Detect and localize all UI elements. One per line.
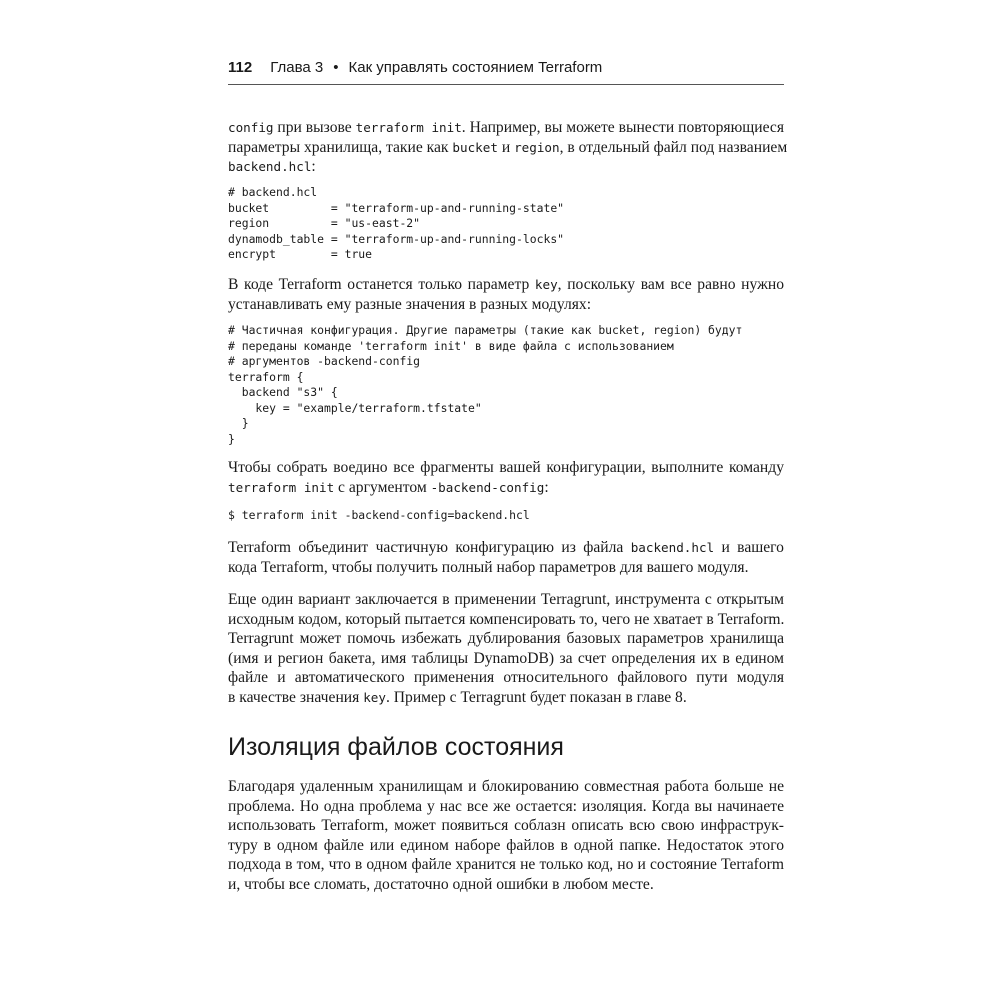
text-run: устанавливать ему разные значения в разных модулях: [228,295,592,313]
text-line [228,610,784,630]
code-line: region = "us-east-2" [228,216,421,230]
code-block [228,323,784,447]
paragraph [228,458,784,497]
inline-code: key [363,689,386,705]
code-line: bucket = "terraform-up-and-running-state" [228,200,565,215]
text-run: : [311,158,316,176]
text-run: Чтобы собрать воедино все фрагменты вашей конфигурации, выполните команду [228,459,784,476]
text-run: и, чтобы все сломать, достаточно одной ошибки в любом месте. [228,875,654,893]
code-line: # Частичная конфигурация. Другие параметры (такие как bucket, region) будут [228,323,743,337]
chapter-title: Как управлять состоянием Terraform [348,59,603,76]
paragraph [228,538,784,577]
text-line [228,855,784,875]
text-line [228,688,784,708]
code-line: terraform { [228,369,304,384]
text-line [228,118,784,138]
inline-code: terraform init [355,120,462,135]
inline-code: terraform init [228,479,335,495]
code-line: $ terraform init -backend-config=backend.hcl [228,508,530,522]
paragraph [228,118,788,177]
code-block [228,508,784,524]
text-run: туру в одном файле или едином наборе файлов в одной папке. Недостаток этого [228,836,784,854]
code-line: key = "example/terraform.tfstate" [228,400,482,415]
code-line: dynamodb_table = "terraform-up-and-running-locks" [228,231,565,246]
paragraph [228,777,784,895]
text-run: Terraform объединит частичную конфигурацию из файла [228,539,631,556]
text-line [228,157,784,177]
code-line: # backend.hcl [228,185,318,199]
text-run: , в отдельный файл под названием [559,138,788,156]
bullet: • [333,59,339,76]
text-run: и [497,138,515,156]
text-line [228,458,784,478]
inline-code: backend.hcl [630,540,715,555]
text-run: файле и автоматического применения относительного файлового пути модуля [228,669,784,687]
text-line [228,590,784,610]
text-run: . Пример с Terragrunt будет показан в главе 8. [385,688,687,706]
text-run: с аргументом [334,478,431,496]
text-line [228,629,784,649]
inline-code: backend.hcl [228,159,312,175]
text-line [228,668,784,688]
text-line [228,138,788,158]
text-run: , поскольку вам все равно нужно [557,276,784,293]
text-line [228,816,784,836]
text-run: исходным кодом, который пытается компенсировать то, чего не хватает в Terraform. [228,610,785,628]
text-run: Благодаря удаленным хранилищам и блокированию совместная работа больше не [228,778,784,795]
code-line: backend "s3" { [228,385,338,399]
text-line [228,478,784,498]
section-heading: Изоляция файлов состояния [228,733,564,761]
code-line: encrypt = true [228,247,373,261]
text-line [228,295,784,315]
code-line: # переданы команде 'terraform init' в виде файла с использованием [228,338,674,353]
text-run: параметры хранилища, такие как [228,138,453,156]
running-header [228,59,784,83]
inline-code: config [228,120,274,135]
paragraph [228,275,784,314]
page-number: 112 [228,59,253,76]
text-run: Terragrunt может помочь избежать дублирования базовых параметров хранилища [228,630,784,648]
text-line [228,649,784,669]
text-run: и вашего [714,539,784,556]
text-run: В коде Terraform останется только параметр [228,276,535,293]
paragraph [228,590,784,708]
chapter-label: Глава 3 [270,59,324,76]
text-run: использовать Terraform, может появиться соблазн описать всю свою инфраструк- [228,817,784,835]
text-run: кода Terraform, чтобы получить полный набор параметров для вашего модуля. [228,558,749,576]
text-line [228,538,784,558]
text-line [228,275,784,295]
code-line: # аргументов -backend-config [228,354,421,368]
inline-code: key [534,277,558,292]
text-run: (имя и регион бакета, имя таблицы DynamoDB) за счет определения их в едином [228,649,784,667]
text-run: проблема. Но одна проблема у нас все же остается: изоляция. Когда вы начинаете [228,797,784,815]
code-line: } [228,416,249,430]
text-run: подхода в том, что в одном файле хранится не только код, но и состояние Terraform [228,856,784,874]
text-run: Еще один вариант заключается в применении Terragrunt, инструмента с открытым [228,591,784,608]
text-line [228,875,784,895]
text-run: при вызове [273,119,356,136]
header-rule [228,84,784,85]
inline-code: -backend-config [430,479,545,495]
code-line: } [228,431,235,446]
text-line [228,797,784,817]
inline-code: region [514,139,560,155]
text-line [228,836,784,856]
text-line [228,558,784,578]
code-block [228,185,784,263]
inline-code: bucket [452,139,498,155]
text-run: : [544,478,549,496]
text-line [228,777,784,797]
text-run: в качестве значения [228,688,364,706]
text-run: . Например, вы можете вынести повторяющиеся [461,119,785,136]
